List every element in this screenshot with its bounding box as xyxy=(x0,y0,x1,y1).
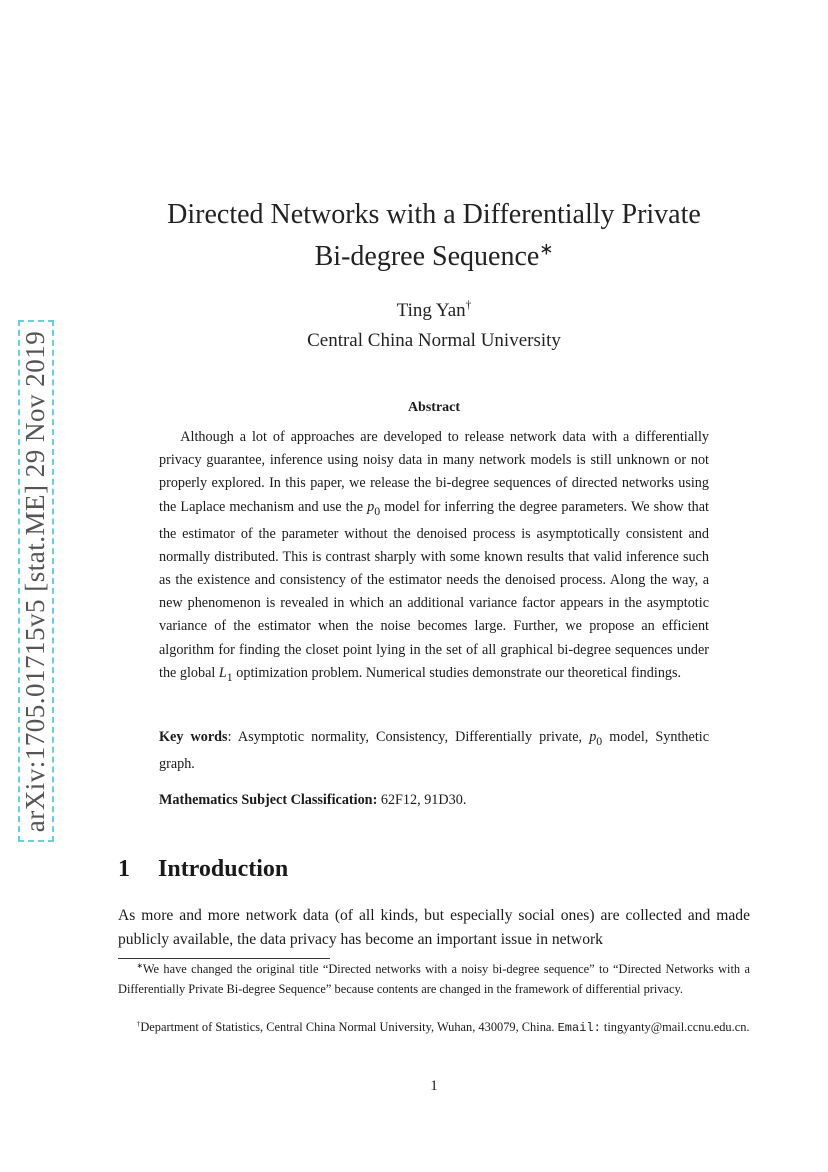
author-footnote-mark: † xyxy=(465,299,472,312)
page-number: 1 xyxy=(430,1078,438,1094)
arxiv-identifier: arXiv:1705.01715v5 [stat.ME] 29 Nov 2019 xyxy=(20,330,51,832)
footnote-rule xyxy=(118,958,330,959)
author-email: tingyanty@mail.ccnu.edu.cn. xyxy=(600,1020,750,1034)
author-name: Ting Yan† xyxy=(396,299,472,321)
keywords: Key words: Asymptotic normality, Consistency, Differentially private, $p_0$ model, Synthetic graph. xyxy=(159,729,709,772)
title-line-1: Directed Networks with a Differentially Private xyxy=(167,199,701,230)
abstract-body: Although a lot of approaches are developed to release network data with a differentially privacy guarantee, inference using noisy data in many network models is still unknown or not properly explored. In this paper, we release the bi-degree sequences of directed networks using the Laplace mechanism and use the $p_0$ model for inferring the degree parameters. We show that the estimator of the parameter without the denoised process is asymptotically consistent and normally distributed. This is contrast sharply with some known results that valid inference such as the existence and consistency of the estimator needs the denoised process. Along the way, a new phenomenon is revealed in which an additional variance factor appears in the asymptotic variance of the estimator when the noise becomes large. Further, we propose an efficient algorithm for finding the closet point lying in the set of all graphical bi-degree sequences under the global $L_1$ optimization problem. Numerical studies demonstrate our theoretical findings. xyxy=(159,429,709,684)
abstract-heading: Abstract xyxy=(407,400,461,415)
title-footnote-mark: ∗ xyxy=(539,239,554,259)
introduction-text: As more and more network data (of all kinds, but especially social ones) are collected and made publicly available, the data privacy has become an important issue in network xyxy=(118,907,750,948)
msc-classification: Mathematics Subject Classification: 62F12, 91D30. xyxy=(159,792,467,808)
msc-label: Mathematics Subject Classification: xyxy=(159,792,378,808)
footnote-2: †Department of Statistics, Central China Normal University, Wuhan, 430079, China. Email: tingyanty@mail.ccnu.edu.cn. xyxy=(136,1018,750,1035)
author-affiliation: Central China Normal University xyxy=(307,330,561,351)
section-number: 1 xyxy=(118,856,130,882)
footnote-1: ∗We have changed the original title “Directed networks with a noisy bi-degree sequence” to “Directed Networks with a Differentially Private Bi-degree Sequence” because contents are changed in the framework of differential privacy. xyxy=(118,960,750,996)
section-title: Introduction xyxy=(158,856,289,882)
arxiv-stamp xyxy=(18,320,54,842)
paper-title xyxy=(120,194,748,278)
title-line-2: Bi-degree Sequence∗ xyxy=(314,239,554,272)
section-heading-introduction xyxy=(118,856,288,883)
keywords-label: Key words xyxy=(159,729,228,745)
